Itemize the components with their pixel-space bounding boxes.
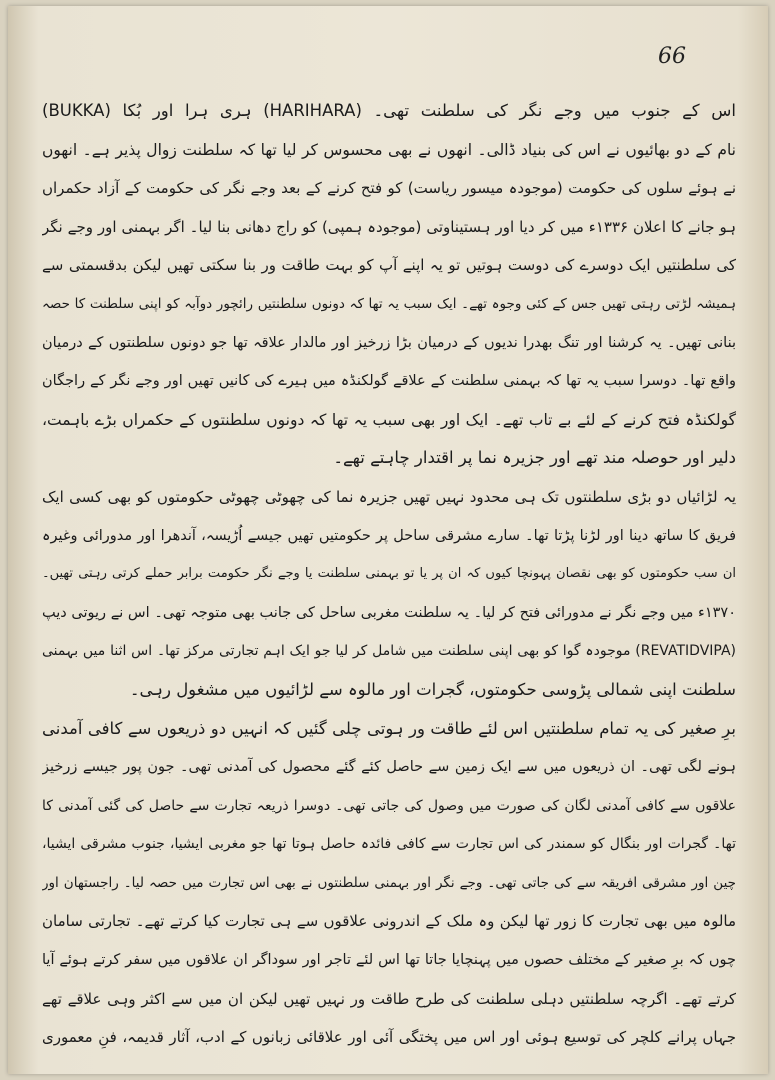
text-line: علاقوں سے کافی آمدنی لگان کی صورت میں وصول کی جاتی تھی۔ دوسرا ذریعہ تجارت سے حاصل کی گئی آمدنی کا	[42, 797, 736, 814]
paragraph-end-line: سلطنت اپنی شمالی پڑوسی حکومتوں، گجرات اور مالوہ سے لڑائیوں میں مشغول رہی۔	[129, 679, 736, 699]
text-line: واقع تھا۔ دوسرا سبب یہ تھا کہ بہمنی سلطنت کے علاقے گولکنڈہ میں ہیرے کی کانیں تھیں اور وجے نگر کے راجگان	[42, 373, 736, 390]
text-line: چین اور مشرقی افریقہ سے کی جاتی تھی۔ وجے نگر اور بہمنی سلطنتوں نے بھی اس تجارت میں حصہ لیا۔ راجستھان اور	[42, 874, 736, 891]
text-line: برِ صغیر کی یہ تمام سلطنتیں اس لئے طاقت ور ہوتی چلی گئیں کہ انہیں دو ذریعوں سے کافی آمدنی	[42, 718, 736, 738]
text-line: اس کے جنوب میں وجے نگر کی سلطنت تھی۔ (HARIHARA) ہری ہرا اور بُکا (BUKKA)	[42, 101, 736, 120]
text-line: ۱۳۷۰ء میں وجے نگر نے مدورائی فتح کر لیا۔ یہ سلطنت مغربی ساحل کی جانب بھی متوجہ تھی۔ اس نے ریوتی دیپ	[42, 604, 736, 621]
page-number: 66	[658, 44, 686, 69]
text-line: ہونے لگی تھی۔ ان ذریعوں میں سے ایک زمین سے حاصل کئے گئے محصول کی آمدنی تھی۔ جون پور جیسے زرخیز	[42, 759, 736, 776]
text-line: نام کے دو بھائیوں نے اس کی بنیاد ڈالی۔ انھوں نے بھی محسوس کر لیا تھا کہ سلطنت زوال پذیر ہے۔ انھوں	[42, 140, 736, 159]
text-line: تھا۔ گجرات اور بنگال کو سمندر کی اس تجارت سے کافی فائدہ حاصل ہوتا تھا جو مغربی ایشیا، جنوب مشرقی ایشیا،	[42, 836, 736, 853]
paragraph-end-line: دلیر اور حوصلہ مند تھے اور جزیرہ نما پر اقتدار چاہتے تھے۔	[333, 448, 736, 468]
text-line: یہ لڑائیاں دو بڑی سلطنتوں تک ہی محدود نہیں تھیں جزیرہ نما کی چھوٹی چھوٹی حکومتوں کو بھی کسی ایک	[42, 487, 736, 506]
text-line: ہو جانے کا اعلان ۱۳۳۶ء میں کر دیا اور ہستیناوتی (موجودہ ہمپی) کو راج دھانی بنا لیا۔ اگر بہمنی اور وجے نگر	[42, 217, 736, 236]
text-line: (REVATIDVIPA) موجودہ گوا کو بھی اپنی سلطنت میں شامل کر لیا جو ایک اہم تجارتی مرکز تھا۔ اس اثنا میں بہمنی	[42, 643, 736, 660]
text-line: بنانی تھیں۔ یہ کرشنا اور تنگ بھدرا ندیوں کے درمیان بڑا زرخیز اور مالدار علاقہ تھا جو دونوں سلطنتوں کے درمیان	[42, 334, 736, 351]
book-page	[8, 6, 768, 1074]
text-line: کی سلطنتیں ایک دوسرے کی دوست ہوتیں تو یہ اپنے آپ کو بہت طاقت ور بنا سکتی تھیں لیکن بدقسمتی سے	[42, 256, 736, 275]
text-line: فریق کا ساتھ دینا اور لڑنا پڑتا تھا۔ سارے مشرقی ساحل پر حکومتیں تھیں جیسے اُڑیسہ، آندھرا اور مدورائی وغیرہ	[42, 527, 736, 544]
text-line: مالوہ میں بھی تجارت کا زور تھا لیکن وہ ملک کے اندرونی علاقوں سے ہی تجارت کیا کرتے تھے۔ تجارتی سامان	[42, 912, 736, 931]
urdu-text-block	[42, 92, 736, 1057]
text-line: ہمیشہ لڑتی رہتی تھیں جس کے کئی وجوہ تھے۔ ایک سبب یہ تھا کہ دونوں سلطنتیں رائچور دوآبہ کو اپنی سلطنت کا حصہ	[42, 295, 736, 312]
text-line: ان سب حکومتوں کو بھی نقصان پہونچا کیوں کہ ان پر یا تو بہمنی سلطنت یا وجے نگر حکومت برابر حملے کرتی رہتی تھیں۔	[42, 566, 736, 582]
text-line: چوں کہ برِ صغیر کے مختلف حصوں میں پہنچایا جاتا تھا اس لئے تاجر اور سوداگر ان علاقوں میں سفر کرتے ہوئے آیا	[42, 952, 736, 969]
text-line: جہاں پرانے کلچر کی توسیع ہوئی اور اس میں پختگی آئی اور علاقائی زبانوں کے ادب، آثار قدیمہ، فنِ معموری	[42, 1028, 736, 1047]
text-line: گولکنڈہ فتح کرنے کے لئے بے تاب تھے۔ ایک اور بھی سبب یہ تھا کہ دونوں سلطنتوں کے حکمراں بڑے باہمت،	[42, 410, 736, 429]
text-line: کرتے تھے۔ اگرچہ سلطنتیں دہلی سلطنت کی طرح طاقت ور نہیں تھیں لیکن ان میں سے اکثر وہی علاقے تھے	[42, 989, 736, 1008]
text-line: نے ہوئے سلوں کی حکومت (موجودہ میسور ریاست) کو فتح کرنے کے بعد وجے نگر کی حکومت کے آزاد حکمراں	[42, 179, 736, 198]
